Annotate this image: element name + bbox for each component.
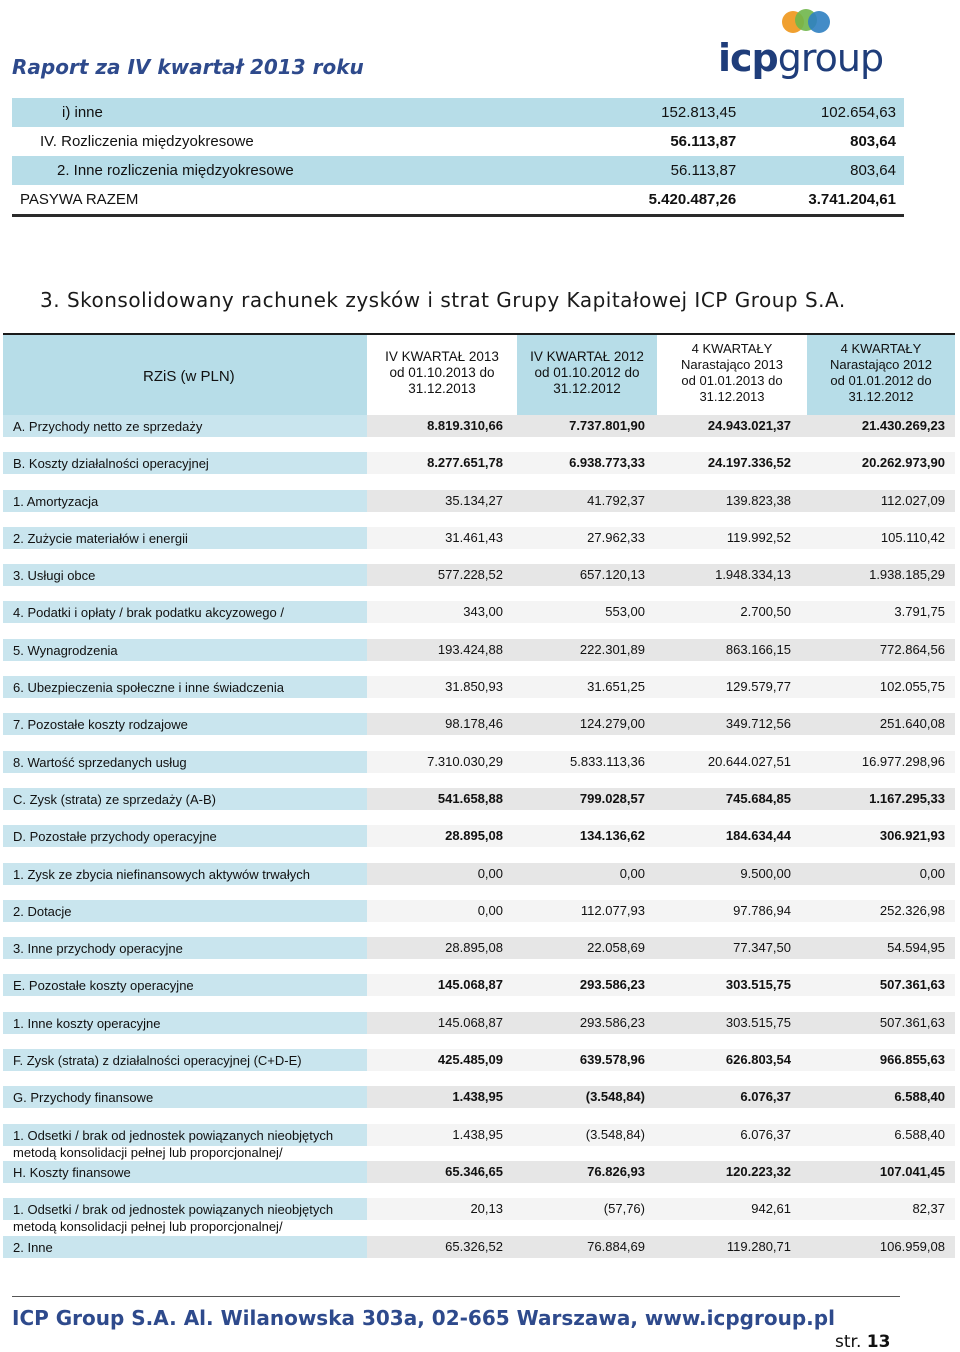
- balance-label: 2. Inne rozliczenia międzyokresowe: [12, 156, 585, 185]
- row-value: 107.041,45: [879, 1163, 945, 1179]
- row-value: 28.895,08: [445, 940, 503, 956]
- row-value: 745.684,85: [725, 790, 791, 806]
- rzis-body: [3, 415, 955, 1273]
- table-row: [3, 639, 955, 676]
- footer-divider: [12, 1296, 900, 1297]
- row-value: 119.280,71: [726, 1238, 791, 1254]
- row-value: 24.943.021,37: [707, 418, 791, 433]
- row-value: 65.346,65: [445, 1163, 503, 1179]
- rzis-header: [3, 335, 955, 415]
- row-value: 0,00: [477, 865, 503, 881]
- row-value: 639.578,96: [579, 1052, 645, 1068]
- row-value: 24.197.336,52: [707, 455, 791, 471]
- row-value: 863.166,15: [725, 641, 791, 657]
- row-value: 306.921,93: [879, 828, 945, 844]
- balance-table: [12, 98, 904, 217]
- row-label: 1. Zysk ze zbycia niefinansowych aktywów trwałych: [13, 866, 310, 882]
- row-value: 124.279,00: [579, 716, 645, 732]
- logo-text-bold: icp: [718, 36, 778, 80]
- row-value: 251.640,08: [879, 716, 945, 732]
- col-line: od 01.01.2013 do: [681, 373, 783, 388]
- row-value: 35.134,27: [445, 492, 503, 508]
- row-label: 3. Inne przychody operacyjne: [13, 941, 183, 957]
- row-value: 6.588,40: [894, 1126, 945, 1142]
- col-line: 4 KWARTAŁY: [691, 341, 773, 356]
- row-label: 8. Wartość sprzedanych usług: [13, 754, 187, 770]
- row-label: 1. Amortyzacja: [13, 493, 99, 509]
- row-value: 112.027,09: [880, 492, 945, 508]
- row-value: 20,13: [470, 1201, 503, 1217]
- row-label: E. Pozostałe koszty operacyjne: [13, 978, 194, 994]
- row-label: B. Koszty działalności operacyjnej: [13, 456, 209, 472]
- row-value: 97.786,94: [733, 902, 791, 918]
- rzis-table: [3, 333, 955, 1273]
- row-label: 3. Usługi obce: [13, 568, 96, 584]
- table-row: [3, 1049, 955, 1086]
- row-value: 27.962,33: [587, 529, 645, 545]
- row-value: 119.992,52: [726, 529, 791, 545]
- row-value: 772.864,56: [879, 641, 945, 657]
- row-value: (3.548,84): [585, 1089, 645, 1105]
- row-label: G. Przychody finansowe: [13, 1090, 154, 1106]
- balance-value-2013: 152.813,45: [585, 98, 745, 127]
- row-value: 252.326,98: [879, 902, 945, 918]
- row-value: 129.579,77: [725, 679, 791, 695]
- row-value: 31.461,43: [445, 529, 503, 545]
- row-value: 8.277.651,78: [427, 455, 503, 471]
- table-row: [3, 713, 955, 750]
- row-value: 193.424,88: [437, 641, 503, 657]
- row-value: 31.651,25: [587, 679, 645, 695]
- row-label: 1. Odsetki / brak od jednostek powiązanych nieobjętych metodą konsolidacji pełnej lub proporcjonalnej/: [13, 1202, 334, 1235]
- row-value: 425.485,09: [437, 1052, 503, 1068]
- table-row: [3, 937, 955, 974]
- row-value: 6.076,37: [740, 1089, 791, 1105]
- row-value: 5.833.113,36: [570, 753, 645, 769]
- col-line: od 01.10.2013 do: [389, 365, 495, 380]
- column-header-q4-2013: [367, 335, 517, 415]
- col-line: 31.12.2012: [553, 381, 621, 396]
- col-line: 31.12.2013: [699, 389, 765, 404]
- balance-value-2012: 3.741.204,61: [744, 185, 904, 216]
- table-row: [3, 527, 955, 564]
- row-value: 76.884,69: [587, 1238, 645, 1254]
- table-row: [3, 900, 955, 937]
- column-header-q4-2012: [517, 335, 657, 415]
- table-row: [3, 1198, 955, 1235]
- table-row: [3, 1161, 955, 1198]
- col-line: 4 KWARTAŁY: [840, 341, 922, 356]
- section-title: 3. Skonsolidowany rachunek zysków i strat Grupy Kapitałowej ICP Group S.A.: [40, 288, 846, 312]
- row-value: 222.301,89: [579, 641, 645, 657]
- row-value: 9.500,00: [740, 865, 791, 881]
- row-value: 76.826,93: [587, 1163, 645, 1179]
- row-value: 7.737.801,90: [569, 418, 645, 433]
- row-value: 6.076,37: [740, 1126, 791, 1142]
- rzis-label-header: [3, 335, 367, 415]
- row-value: 145.068,87: [437, 977, 503, 993]
- col-line: 31.12.2012: [848, 389, 914, 404]
- row-value: 1.948.334,13: [715, 567, 791, 583]
- balance-label: PASYWA RAZEM: [12, 185, 585, 216]
- table-row: [3, 1236, 955, 1273]
- row-value: 20.644.027,51: [707, 753, 791, 769]
- table-row: [3, 751, 955, 788]
- table-row: [3, 863, 955, 900]
- row-value: 54.594,95: [887, 940, 945, 956]
- balance-value-2013: 56.113,87: [670, 133, 737, 150]
- column-header-ytd-2012: [807, 335, 955, 415]
- row-label: F. Zysk (strata) z działalności operacyjnej (C+D-E): [13, 1053, 302, 1069]
- row-value: 2.700,50: [740, 604, 791, 620]
- row-value: 507.361,63: [879, 977, 945, 993]
- col-line: 31.12.2013: [408, 381, 476, 396]
- row-label: 4. Podatki i opłaty / brak podatku akcyzowego /: [13, 605, 284, 621]
- rzis-label-header-text: RZiS (w PLN): [143, 368, 235, 385]
- row-value: 105.110,42: [880, 529, 945, 545]
- balance-label: i) inne: [12, 98, 585, 127]
- table-row: [3, 974, 955, 1011]
- balance-value-2012: 803,64: [850, 133, 896, 150]
- row-label: 6. Ubezpieczenia społeczne i inne świadczenia: [13, 680, 284, 696]
- page-prefix: str.: [835, 1332, 862, 1352]
- table-row: [3, 601, 955, 638]
- row-label: 7. Pozostałe koszty rodzajowe: [13, 717, 188, 733]
- balance-label: IV. Rozliczenia międzyokresowe: [40, 133, 254, 150]
- table-row: [3, 788, 955, 825]
- row-value: 8.819.310,66: [427, 418, 503, 433]
- row-value: 1.938.185,29: [869, 567, 945, 583]
- row-value: 541.658,88: [437, 790, 503, 806]
- row-value: 657.120,13: [579, 567, 645, 583]
- row-value: 0,00: [477, 902, 503, 918]
- table-row: [12, 185, 904, 216]
- row-label: 1. Odsetki / brak od jednostek powiązanych nieobjętych metodą konsolidacji pełnej lub proporcjonalnej/: [13, 1127, 334, 1160]
- row-label: 5. Wynagrodzenia: [13, 642, 118, 658]
- row-label: 2. Dotacje: [13, 903, 72, 919]
- row-value: 303.515,75: [725, 977, 791, 993]
- table-row: [3, 564, 955, 601]
- row-label: 2. Inne: [13, 1239, 53, 1255]
- row-value: 41.792,37: [587, 492, 645, 508]
- col-line: od 01.10.2012 do: [534, 365, 640, 380]
- row-value: 31.850,93: [445, 679, 503, 695]
- balance-value-2013: 56.113,87: [585, 156, 745, 185]
- table-row: [3, 1086, 955, 1123]
- row-value: 16.977.298,96: [861, 753, 945, 769]
- row-label: 1. Inne koszty operacyjne: [13, 1015, 161, 1031]
- col-line: IV KWARTAŁ 2012: [530, 349, 644, 364]
- row-value: 349.712,56: [725, 716, 791, 732]
- balance-value-2012: 803,64: [744, 156, 904, 185]
- row-value: 3.791,75: [894, 604, 945, 620]
- logo-text: [718, 36, 883, 80]
- row-value: 507.361,63: [879, 1014, 945, 1030]
- row-label: D. Pozostałe przychody operacyjne: [13, 829, 217, 845]
- row-value: 1.438,95: [452, 1089, 503, 1105]
- page-number: [835, 1332, 890, 1352]
- row-value: 6.588,40: [894, 1089, 945, 1105]
- row-label: A. Przychody netto ze sprzedaży: [13, 419, 203, 434]
- row-value: 184.634,44: [725, 828, 791, 844]
- row-value: 112.077,93: [580, 902, 645, 918]
- row-value: 21.430.269,23: [861, 418, 945, 433]
- logo-text-light: group: [777, 36, 884, 80]
- row-value: 77.347,50: [733, 940, 791, 956]
- table-row: [3, 825, 955, 862]
- row-value: (57,76): [603, 1201, 645, 1217]
- row-value: 303.515,75: [725, 1014, 791, 1030]
- column-header-ytd-2013: [657, 335, 807, 415]
- row-value: 120.223,32: [725, 1163, 791, 1179]
- row-value: 577.228,52: [437, 567, 503, 583]
- page-number-value: 13: [866, 1332, 891, 1352]
- table-row: [12, 127, 904, 156]
- row-value: 0,00: [919, 865, 945, 881]
- report-title: Raport za IV kwartał 2013 roku: [12, 55, 364, 79]
- footer-text: ICP Group S.A. Al. Wilanowska 303a, 02-665 Warszawa, www.icpgroup.pl: [12, 1306, 835, 1330]
- table-row: [3, 452, 955, 489]
- row-label: H. Koszty finansowe: [13, 1164, 131, 1180]
- company-logo: [718, 6, 898, 78]
- balance-value-2013: 5.420.487,26: [585, 185, 745, 216]
- row-value: 343,00: [463, 604, 503, 620]
- col-line: IV KWARTAŁ 2013: [385, 349, 499, 364]
- row-value: 145.068,87: [437, 1014, 503, 1030]
- row-value: 626.803,54: [725, 1052, 791, 1068]
- row-label: 2. Zużycie materiałów i energii: [13, 530, 188, 546]
- row-value: 22.058,69: [587, 940, 645, 956]
- row-value: 799.028,57: [579, 790, 645, 806]
- table-row: [12, 98, 904, 127]
- row-value: 942,61: [751, 1201, 791, 1217]
- table-row: [3, 1124, 955, 1161]
- row-value: 106.959,08: [879, 1238, 945, 1254]
- table-row: [3, 490, 955, 527]
- row-value: 0,00: [619, 865, 645, 881]
- col-line: Narastająco 2013: [681, 357, 783, 372]
- row-value: 1.438,95: [452, 1126, 503, 1142]
- row-value: 65.326,52: [445, 1238, 503, 1254]
- row-value: 1.167.295,33: [869, 790, 945, 806]
- row-value: (3.548,84): [585, 1126, 645, 1142]
- row-value: 20.262.973,90: [861, 455, 945, 471]
- table-row: [3, 676, 955, 713]
- logo-circles-icon: [778, 6, 838, 38]
- row-label: C. Zysk (strata) ze sprzedaży (A-B): [13, 791, 216, 807]
- row-value: 7.310.030,29: [427, 753, 503, 769]
- row-value: 28.895,08: [445, 828, 503, 844]
- row-value: 139.823,38: [725, 492, 791, 508]
- col-line: Narastająco 2012: [830, 357, 932, 372]
- row-value: 966.855,63: [879, 1052, 945, 1068]
- row-value: 553,00: [605, 604, 645, 620]
- row-value: 6.938.773,33: [569, 455, 645, 471]
- balance-value-2012: 102.654,63: [744, 98, 904, 127]
- row-value: 102.055,75: [879, 679, 945, 695]
- table-row: [3, 415, 955, 452]
- row-value: 82,37: [912, 1201, 945, 1217]
- row-value: 134.136,62: [579, 828, 645, 844]
- row-value: 293.586,23: [579, 1014, 645, 1030]
- row-value: 98.178,46: [445, 716, 503, 732]
- table-row: [12, 156, 904, 185]
- row-value: 293.586,23: [579, 977, 645, 993]
- col-line: od 01.01.2012 do: [830, 373, 932, 388]
- table-row: [3, 1012, 955, 1049]
